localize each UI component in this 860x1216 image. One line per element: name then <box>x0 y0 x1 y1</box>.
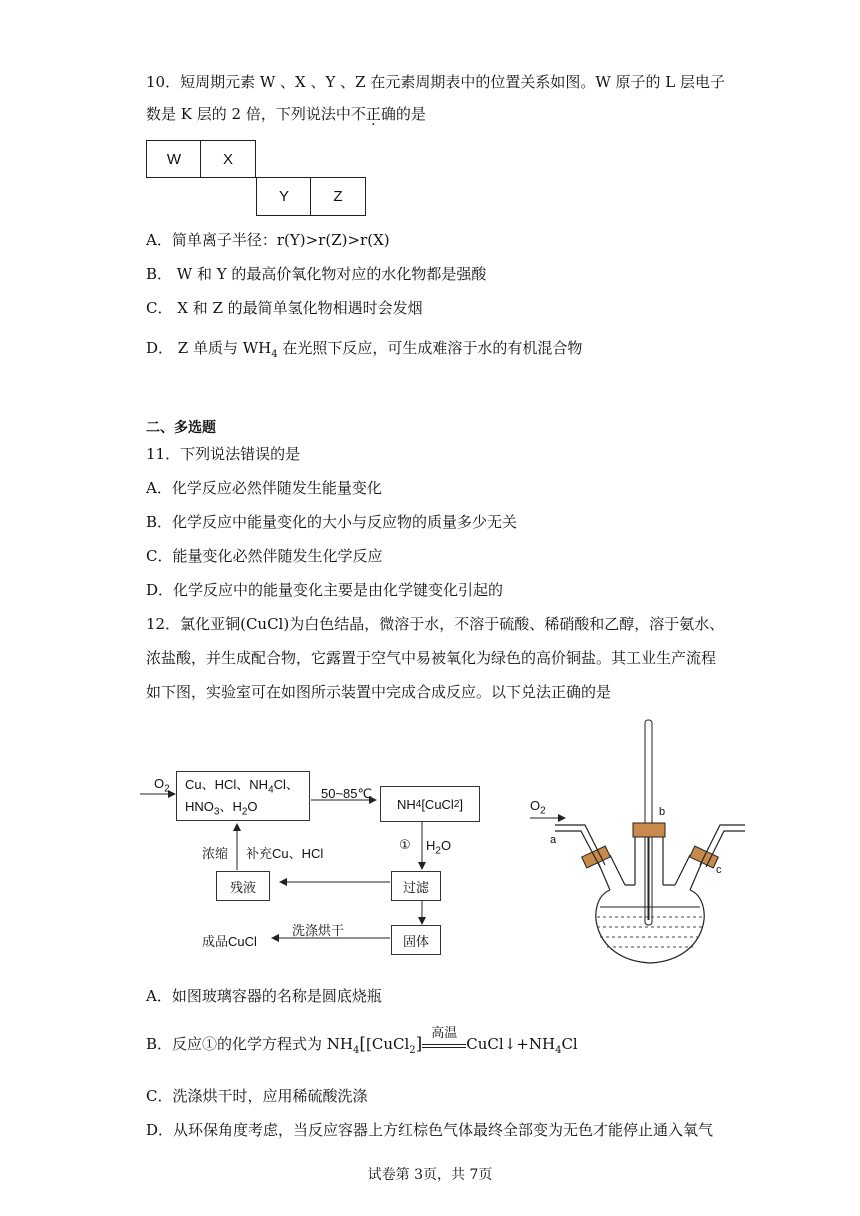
step-one-label: ① <box>399 837 411 852</box>
wash-dry-label: 洗涤烘干 <box>292 923 345 938</box>
product-label: 成品CuCl <box>202 934 257 949</box>
stopper-b <box>633 823 665 837</box>
q12-stem-line1: 12．氯化亚铜(CuCl)为白色结晶，微溶于水，不溶于硫酸、稀硝酸和乙醇，溶于氨水、 <box>146 615 725 633</box>
reactants-line1: Cu、HCl、$NH_4Cl$、 <box>185 777 299 796</box>
water-label: $H_2O$ <box>426 838 452 857</box>
q12-option-c: C．洗涤烘干时，应用稀硫酸洗涤 <box>146 1087 368 1105</box>
solid-box: 固体 <box>391 925 441 955</box>
q10-option-d <box>146 338 582 365</box>
cell-y: Y <box>256 177 312 216</box>
flow-o2-label: $O_2$ <box>154 776 170 795</box>
q10-optd-pre: D． Z 单质与 WH <box>146 339 272 357</box>
q10-optd-sub: 4 <box>271 349 278 360</box>
q10-stem-line2 <box>146 104 426 124</box>
label-c: c <box>716 864 722 876</box>
q10-stem-post: 的是 <box>395 105 426 123</box>
q10-stem-line1: 10．短周期元素 W 、X 、Y 、Z 在元素周期表中的位置关系如图。W 原子的 L 层电子 <box>146 73 726 91</box>
q10-option-c: C． X 和 Z 的最简单氢化物相遇时会发烟 <box>146 299 423 317</box>
flask-drawing <box>525 715 765 970</box>
reactants-box <box>176 771 310 821</box>
label-a: a <box>550 834 557 846</box>
temperature-label: 50~85℃ <box>321 786 373 801</box>
q10-optd-post: 在光照下反应，可生成难溶于水的有机混合物 <box>277 339 583 357</box>
reaction-condition: 高温 <box>422 1042 466 1048</box>
q12-option-a: A．如图玻璃容器的名称是圆底烧瓶 <box>146 987 382 1005</box>
cell-w: W <box>146 140 202 178</box>
intermediate-box: NH 4 [CuCl 2 ] <box>380 786 480 822</box>
q11-option-b: B．化学反应中能量变化的大小与反应物的质量多少无关 <box>146 513 518 531</box>
concentrate-label: 浓缩 <box>202 846 229 861</box>
q12-option-d: D．从环保角度考虑，当反应容器上方红棕色气体最终全部变为无色才能停止通入氧气 <box>146 1121 714 1139</box>
apparatus-o2-label: $O_2$ <box>530 798 546 817</box>
supplement-label: 补充Cu、HCl <box>246 846 324 861</box>
q10-option-b: B． W 和 Y 的最高价氧化物对应的水化物都是强酸 <box>146 265 487 283</box>
q11-option-d: D．化学反应中的能量变化主要是由化学键变化引起的 <box>146 581 504 599</box>
q12-stem-line2: 浓盐酸，并生成配合物，它露置于空气中易被氧化为绿色的高价铜盐。其工业生产流程 <box>146 649 717 667</box>
q10-option-a: A．简单离子半径：r(Y)>r(Z)>r(X) <box>146 231 390 249</box>
cell-z: Z <box>310 177 366 216</box>
section-title: 二、多选题 <box>146 420 216 436</box>
page-footer: 试卷第 3页，共 7页 <box>367 1167 493 1183</box>
q10-stem-pre: 数是 K 层的 2 倍，下列说法中 <box>146 105 351 123</box>
stopper-a <box>582 846 611 868</box>
residue-box: 残液 <box>216 871 270 901</box>
q11-stem: 11．下列说法错误的是 <box>146 445 301 463</box>
label-b: b <box>659 806 666 818</box>
q12-option-b: B．反应①的化学方程式为 $NH_4[[CuCl_2]$ 高温 $CuCl↓+NH_4Cl$ <box>146 1026 578 1056</box>
q12-stem-line3: 如下图，实验室可在如图所示装置中完成合成反应。以下兑法正确的是 <box>146 683 612 701</box>
q10-stem-emphasis: 不正确 <box>350 105 396 123</box>
q11-option-a: A．化学反应必然伴随发生能量变化 <box>146 479 382 497</box>
q11-option-c: C．能量变化必然伴随发生化学反应 <box>146 547 383 565</box>
cell-x: X <box>200 140 256 178</box>
reactants-line2: $HNO_3$、$H_2O$ <box>185 799 258 818</box>
filter-box: 过滤 <box>391 871 441 901</box>
